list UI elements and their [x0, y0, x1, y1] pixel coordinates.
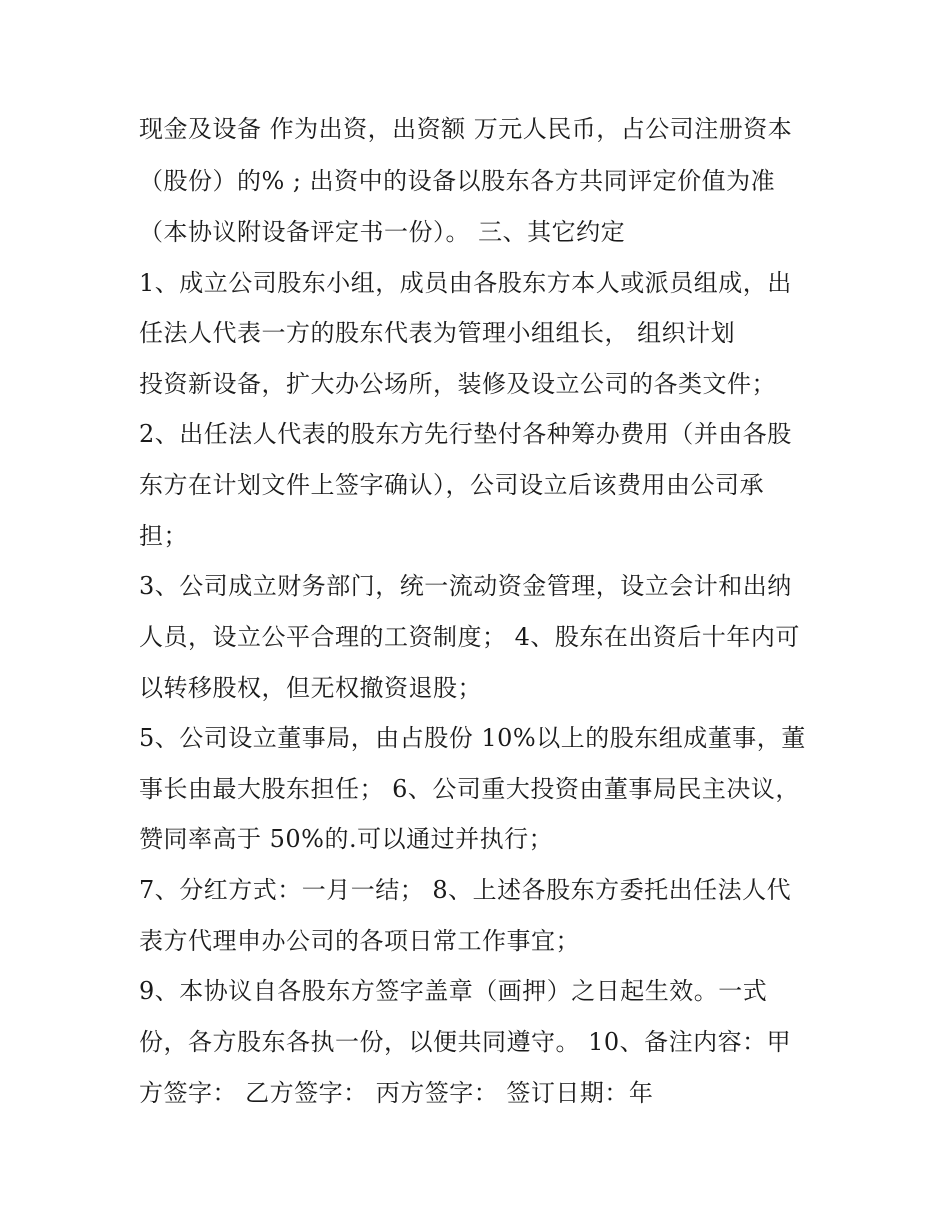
text-line: 人员，设立公平合理的工资制度； 4、股东在出资后十年内可: [139, 623, 800, 651]
text-line: 投资新设备，扩大办公场所，装修及设立公司的各类文件；: [139, 370, 776, 398]
text-line: 事长由最大股东担任； 6、公司重大投资由董事局民主决议，: [139, 775, 800, 803]
text-line: 现金及设备 作为出资，出资额 万元人民币，占公司注册资本: [139, 115, 793, 143]
text-line: 方签字： 乙方签字： 丙方签字： 签订日期：年: [139, 1079, 654, 1107]
text-line: 3、公司成立财务部门，统一流动资金管理，设立会计和出纳: [139, 572, 792, 600]
text-line: 东方在计划文件上签字确认），公司设立后该费用由公司承: [139, 471, 764, 499]
text-line: 以转移股权，但无权撤资退股；: [139, 674, 482, 702]
text-line: 任法人代表一方的股东代表为管理小组组长， 组织计划: [139, 319, 736, 347]
text-line: 表方代理申办公司的各项日常工作事宜；: [139, 927, 580, 955]
text-line: 担；: [139, 522, 188, 550]
text-line: 9、本协议自各股东方签字盖章（画押）之日起生效。一式: [139, 977, 768, 1005]
text-line: （本协议附设备评定书一份）。 三、其它约定: [139, 218, 626, 246]
text-line: 2、出任法人代表的股东方先行垫付各种筹办费用（并由各股: [139, 420, 792, 448]
text-line: （股份）的% ; 出资中的设备以股东各方共同评定价值为准: [139, 167, 776, 195]
text-line: 7、分红方式：一月一结； 8、上述各股东方委托出任法人代: [139, 876, 792, 904]
text-line: 份，各方股东各执一份，以便共同遵守。 10、备注内容：甲: [139, 1028, 792, 1056]
text-line: 赞同率高于 50%的.可以通过并执行；: [139, 825, 554, 853]
text-line: 1、成立公司股东小组，成员由各股东方本人或派员组成，出: [139, 269, 792, 297]
text-line: 5、公司设立董事局，由占股份 10%以上的股东组成董事，董: [139, 724, 806, 752]
